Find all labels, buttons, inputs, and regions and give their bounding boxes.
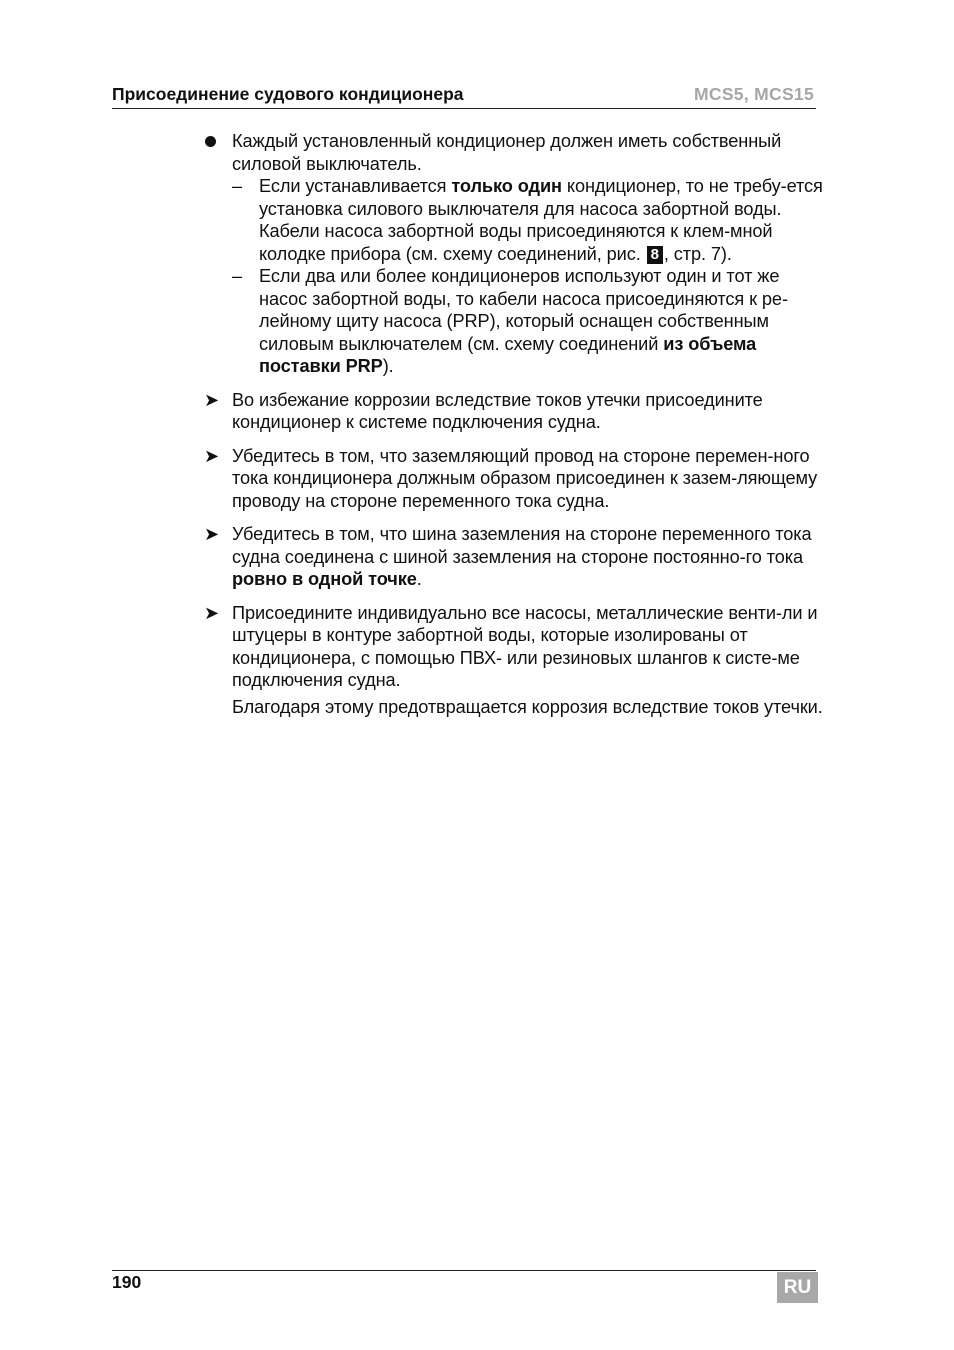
sub-item-text: Если устанавливается [259, 176, 452, 196]
page-header [112, 83, 816, 109]
step-text: Убедитесь в том, что шина заземления на стороне переменного тока судна соединена с шиной заземления на стороне постоянно-го тока [232, 524, 812, 567]
step-item [203, 602, 823, 692]
bullet-dot-icon [205, 136, 216, 147]
arrow-marker-icon: ➤ [204, 445, 219, 466]
bullet-text: Каждый установленный кондиционер должен иметь собственный силовой выключатель. [232, 131, 782, 174]
arrow-marker-icon: ➤ [204, 524, 219, 544]
sub-item-text: кондиционер, то не требу-ется установка силового выключателя для насоса забортной воды. Кабели насоса забортной воды присоединяются к клем-мной колодке прибора (см. схему соединений, рис. [259, 176, 823, 264]
sub-item-single-unit [232, 175, 823, 265]
sub-item-text: , стр. 7). [663, 243, 732, 264]
emphasis-text: из объема поставки PRP [259, 333, 757, 376]
step-item [203, 389, 823, 434]
sub-item-multiple-units [232, 265, 823, 378]
bullet-item [203, 130, 823, 378]
model-label: MCS5, MCS15 [694, 84, 814, 104]
sub-item-text: ). [382, 356, 394, 376]
step-item [203, 523, 823, 591]
arrow-marker-icon: ➤ [204, 602, 219, 623]
arrow-marker-icon: ➤ [204, 389, 219, 410]
step-text: Убедитесь в том, что заземляющий провод на стороне перемен-ного тока кондиционера должным образом присоединен к зазем-ляющему проводу на стороне переменного тока судна. [232, 445, 818, 511]
emphasis-text: ровно в одной точке [232, 569, 417, 589]
sub-item-text: Если два или более кондиционеров используют один и тот же насос забортной воды, то кабели насоса присоединяются к ре-лейному щиту насоса (PRP), который оснащен собственным силовым выключателем (см. схему соединений [259, 266, 788, 354]
step-item [203, 445, 823, 513]
step-text: Присоедините индивидуально все насосы, металлические венти-ли и штуцеры в контуре забортной воды, которые изолированы от кондиционера, с помощью ПВХ- или резиновых шлангов к систе-ме подключения судна. [232, 602, 818, 690]
emphasis-text: только один [451, 176, 562, 196]
step-text: Во избежание коррозии вследствие токов утечки присоедините кондиционер к системе подключения судна. [232, 389, 763, 432]
figure-reference-badge: 8 [647, 246, 663, 264]
dash-marker: – [232, 266, 243, 286]
dash-marker: – [232, 176, 243, 196]
page-content [203, 130, 823, 718]
page-number: 190 [112, 1272, 142, 1292]
step-note: Благодаря этому предотвращается коррозия вследствие токов утечки. [232, 696, 823, 717]
step-text: . [416, 569, 422, 589]
section-title: Присоединение судового кондиционера [112, 84, 464, 104]
language-badge: RU [777, 1272, 818, 1303]
